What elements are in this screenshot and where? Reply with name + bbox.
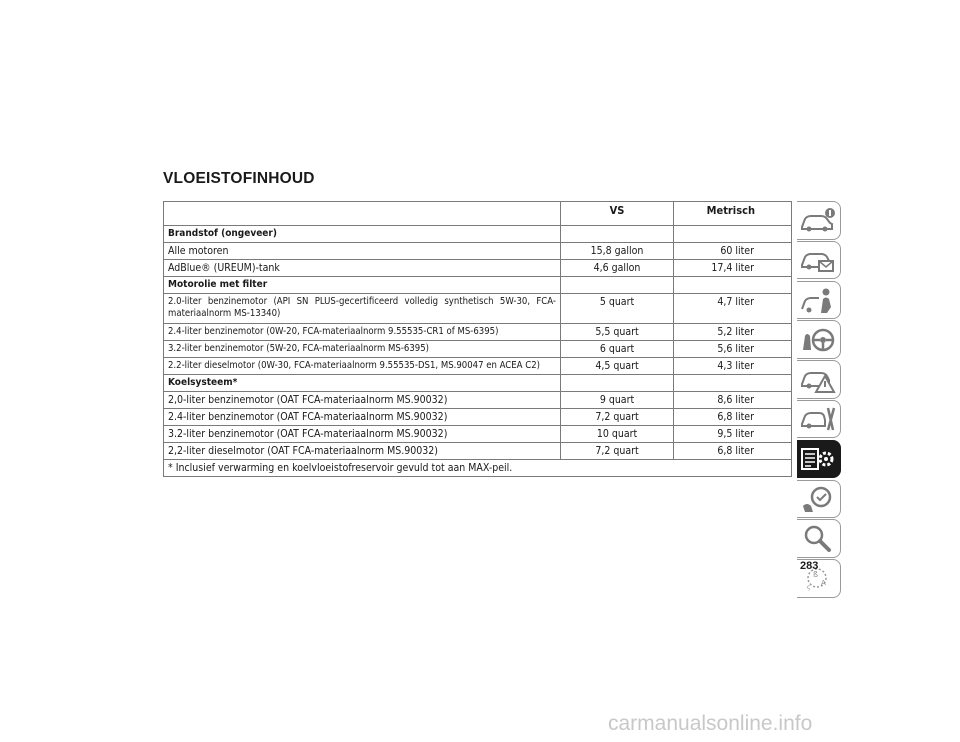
chapter-tabs [797,201,841,599]
chapter-tab-safety[interactable] [797,281,841,320]
car-passenger-icon [799,285,837,315]
section-row [164,226,792,243]
row-label: AdBlue® (UREUM)-tank [164,260,561,277]
table-row [164,243,792,260]
chapter-tab-getting-to-know[interactable] [797,201,841,240]
table-row [164,409,792,426]
row-us-value: 4,5 quart [561,358,674,375]
chapter-tab-servicing[interactable] [797,400,841,439]
row-metric-value: 4,7 liter [674,294,792,324]
table-row [164,260,792,277]
car-service-icon [799,484,837,514]
car-tools-icon [799,404,837,434]
header-blank [164,202,561,226]
car-mail-icon [799,245,837,275]
specifications-gear-icon [799,444,837,474]
row-us-value: 7,2 quart [561,409,674,426]
row-us-value: 5 quart [561,294,674,324]
row-label: 2,0-liter benzinemotor (OAT FCA-materiaalnorm MS.90032) [164,392,561,409]
chapter-tab-customer-assistance[interactable] [797,480,841,519]
table-header-row [164,202,792,226]
table-row [164,324,792,341]
table-row [164,443,792,460]
row-label: 2.0-liter benzinemotor (API SN PLUS-gecertificeerd volledig synthetisch 5W-30, FCA-materiaalnorm MS-13340) [164,294,561,324]
row-us-value: 15,8 gallon [561,243,674,260]
car-warning-icon [799,364,837,394]
page-number: 283 [800,560,819,572]
row-us-value: 9 quart [561,392,674,409]
row-label: 2.4-liter benzinemotor (OAT FCA-materiaalnorm MS.90032) [164,409,561,426]
svg-text:ç: ç [807,584,811,592]
row-label: 3.2-liter benzinemotor (OAT FCA-materiaalnorm MS.90032) [164,426,561,443]
section-heading-oil: Motorolie met filter [164,277,561,294]
table-row [164,358,792,375]
magnifier-icon [799,523,837,553]
svg-text:A: A [821,579,826,588]
table-row [164,294,792,324]
chapter-tab-emergency[interactable] [797,360,841,399]
section-row [164,277,792,294]
row-metric-value: 60 liter [674,243,792,260]
row-metric-value: 8,6 liter [674,392,792,409]
fluid-capacity-table [163,201,792,477]
row-metric-value: 6,8 liter [674,443,792,460]
table-footnote: * Inclusief verwarming en koelvloeistofreservoir gevuld tot aan MAX-peil. [164,460,792,477]
row-metric-value: 5,2 liter [674,324,792,341]
row-us-value: 7,2 quart [561,443,674,460]
chapter-tab-starting[interactable] [797,320,841,359]
chapter-tab-instrument[interactable] [797,241,841,280]
row-us-value: 4,6 gallon [561,260,674,277]
steering-wheel-icon [799,324,837,354]
footnote-row [164,460,792,477]
section-row [164,375,792,392]
row-us-value: 6 quart [561,341,674,358]
row-us-value: 5,5 quart [561,324,674,341]
table-row [164,392,792,409]
table-row [164,341,792,358]
svg-text:ß: ß [813,570,819,580]
chapter-tab-index[interactable] [797,519,841,558]
section-heading-fuel: Brandstof (ongeveer) [164,226,561,243]
watermark: carmanualsonline.info [608,712,813,735]
header-us: VS [561,202,674,226]
row-us-value: 10 quart [561,426,674,443]
section-heading-coolant: Koelsysteem* [164,375,561,392]
row-metric-value: 5,6 liter [674,341,792,358]
row-label: 2.2-liter dieselmotor (0W-30, FCA-materiaalnorm 9.55535-DS1, MS.90047 en ACEA C2) [164,358,561,375]
row-metric-value: 9,5 liter [674,426,792,443]
row-label: Alle motoren [164,243,561,260]
row-label: 2.4-liter benzinemotor (0W-20, FCA-materiaalnorm 9.55535-CR1 of MS-6395) [164,324,561,341]
row-metric-value: 17,4 liter [674,260,792,277]
row-label: 3.2-liter benzinemotor (5W-20, FCA-materiaalnorm MS-6395) [164,341,561,358]
car-info-icon [799,205,837,235]
table-row [164,426,792,443]
row-metric-value: 6,8 liter [674,409,792,426]
header-metric: Metrisch [674,202,792,226]
row-metric-value: 4,3 liter [674,358,792,375]
chapter-tab-technical-specifications[interactable] [797,440,841,479]
page-title: VLOEISTOFINHOUD [163,170,315,187]
row-label: 2,2-liter dieselmotor (OAT FCA-materiaalnorm MS.90032) [164,443,561,460]
